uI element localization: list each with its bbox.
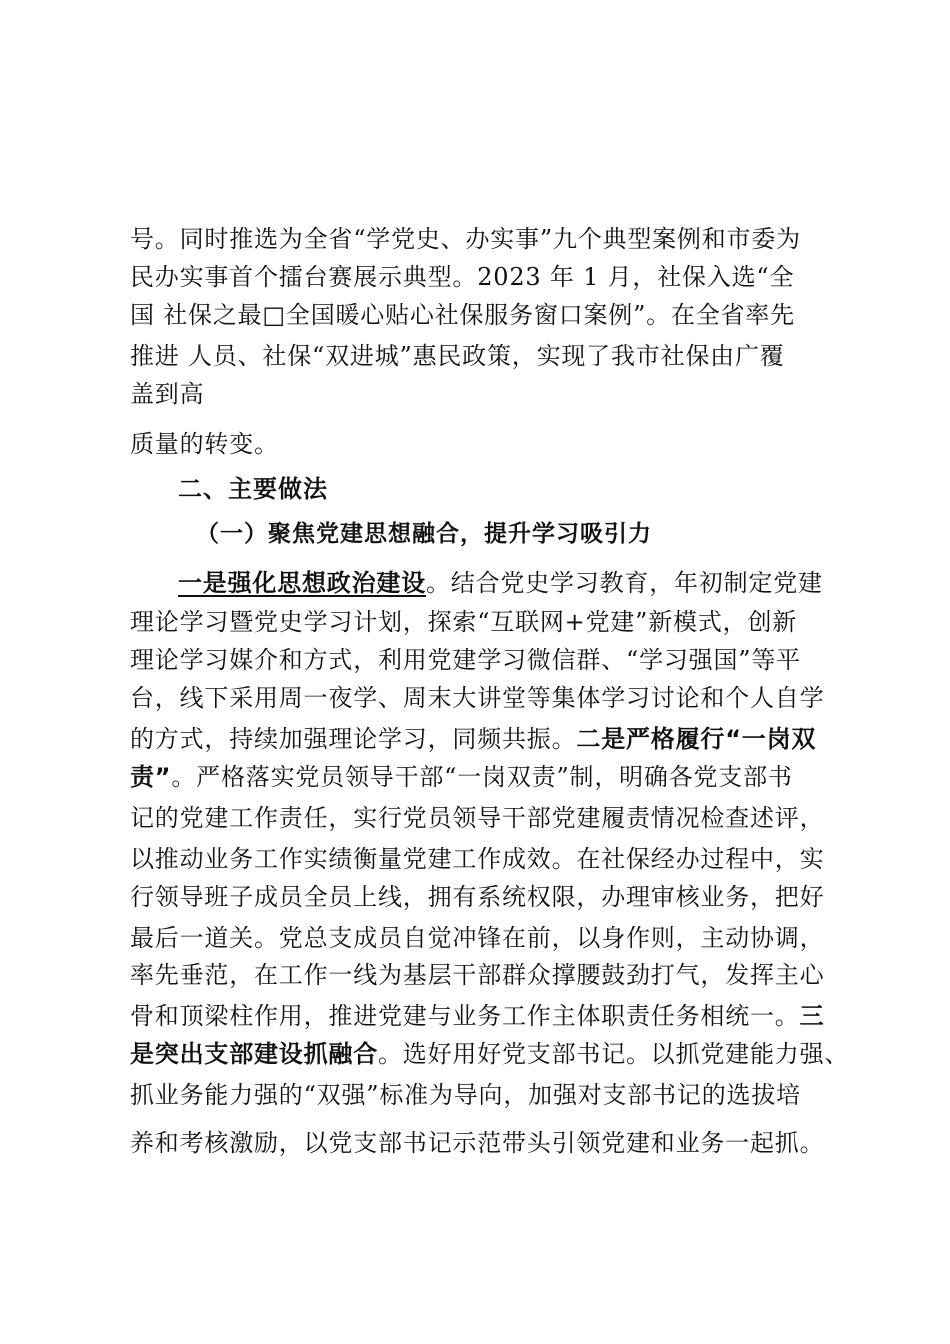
body-line-14: 抓业务能力强的“双强”标准为导向，加强对支部书记的选拔培 [130, 1081, 801, 1109]
section-heading: 二、主要做法 [178, 475, 328, 503]
body-line-1 [178, 566, 842, 600]
body-text: 的方式，持续加强理论学习，同频共振。 [130, 725, 577, 753]
intro-line-2: 民办实事首个擂台赛展示典型。2023 年 1 月，社保入选“全 [130, 263, 795, 291]
intro-line-3: 国 社保之最□全国暖心贴心社保服务窗口案例”。在全省率先 [130, 301, 795, 329]
body-line-10: 最后一道关。党总支成员自觉冲锋在前，以身作则，主动协调， [130, 924, 825, 952]
point-3-lead-end: 是突出支部建设抓融合 [130, 1040, 378, 1068]
point-2-lead: 二是严格履行“一岗双 [576, 725, 817, 753]
body-text: 。结合党史学习教育，年初制定党建 [426, 569, 823, 597]
intro-line-6: 质量的转变。 [130, 430, 279, 458]
point-3-lead: 三 [799, 1002, 825, 1030]
body-line-8: 以推动业务工作实绩衡量党建工作成效。在社保经办过程中，实 [130, 845, 825, 873]
body-line-3: 理论学习媒介和方式，利用党建学习微信群、“学习强国”等平 [130, 646, 801, 674]
point-1-lead: 一是强化思想政治建设 [178, 569, 426, 597]
body-text: 。选好用好党支部书记。以抓党建能力强、 [378, 1040, 850, 1068]
body-line-7: 记的党建工作责任，实行党员领导干部党建履责情况检查述评， [130, 804, 825, 832]
body-line-2: 理论学习暨党史学习计划，探索“互联网+党建”新模式，创新 [130, 608, 798, 636]
body-line-6 [130, 760, 842, 794]
point-2-lead-end: 责” [130, 763, 172, 791]
intro-line-5: 盖到高 [130, 380, 205, 408]
body-line-12 [130, 999, 842, 1033]
body-line-11: 率先垂范，在工作一线为基层干部群众撑腰鼓劲打气，发挥主心 [130, 961, 825, 989]
body-line-13 [130, 1037, 850, 1071]
body-text: 。严格落实党员领导干部“一岗双责”制，明确各党支部书 [171, 763, 793, 791]
intro-line-4: 推进 人员、社保“双进城”惠民政策，实现了我市社保由广覆 [130, 342, 785, 370]
body-line-15: 养和考核激励，以党支部书记示范带头引领党建和业务一起抓。 [130, 1129, 825, 1157]
body-line-9: 行领导班子成员全员上线，拥有系统权限，办理审核业务，把好 [130, 883, 825, 911]
body-line-4: 台，线下采用周一夜学、周末大讲堂等集体学习讨论和个人自学 [130, 684, 825, 712]
body-line-5 [130, 722, 842, 756]
intro-line-1: 号。同时推选为全省“学党史、办实事”九个典型案例和市委为 [130, 225, 801, 253]
subsection-heading: （一）聚焦党建思想融合，提升学习吸引力 [196, 521, 652, 547]
body-text: 骨和顶梁柱作用，推进党建与业务工作主体职责任务相统一。 [130, 1002, 800, 1030]
